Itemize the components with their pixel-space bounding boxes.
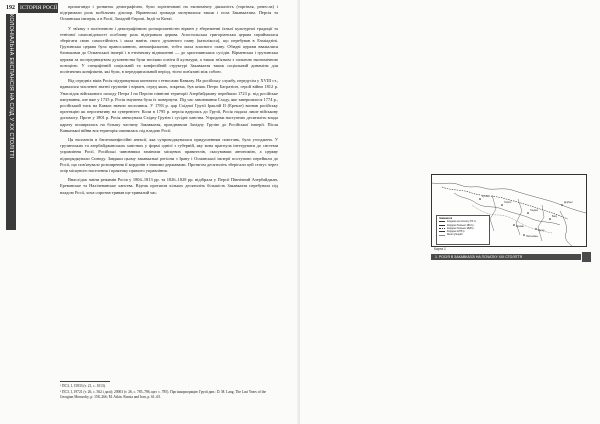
footnote: ² ПСЗ, I, 19721 (т. 26, с. 562 і далі); 20003 (т. 26, с. 785–786, цит. с. 785). Про інкорпорацію Грузії див.: D. M. Lang. The Last Years of the Georgian Monarchy, p. 158–266; M. Atkin. Russia and Iran, p. 61–65. (60, 390, 266, 399)
legend-row (439, 233, 487, 236)
legend-label: Кордони близько 1813 р. (447, 223, 475, 227)
city-dot (561, 204, 563, 206)
place-label: Гянджа (530, 210, 538, 212)
map-number-label: Карта 1 (434, 247, 446, 251)
paragraph: пропаганди і розвиток демографічно, були зорієнтовані на економічну діяльність (торгівля, ремесла) і підтримали роль мобільних діаспор. Вірменські громади заснувалися також і поза Закавказзям. Персія та Османська імперія, а в Росії, Західній Європі, Індії та Китаї. (60, 4, 278, 22)
chapter-side-strip (6, 14, 16, 230)
paragraph: Ця експансія в багатоконфесійні анексії, яка супроводжувалася придушенням повстань, була узгоджена. У грузинських та азербайджанських ханствах у формі однієї з губерній, яку вона прагнула інтегрувати до системи управління Росії. Російські чиновники замінили місцевих правителів, скасувавши автономію, а церкву підпорядкували Синоду. Завдяки цьому закавказькі регіони з Ірану і Османської імперії поступово перейшли до Росії, що пов'язувало розширення її кордонів з іншими державами. Протягом десятиліть зберігали цей статус через опір місцевого населення і практику прямого управління. (60, 137, 278, 174)
legend-swatch (439, 231, 445, 232)
legend-swatch (439, 225, 445, 226)
chapter-side-title: КОЛОНІАЛЬНА ЕКСПАНСІЯ НА СХІД У ХХ СТОЛІТТІ (8, 14, 14, 159)
city-dot (501, 204, 503, 206)
city-dot (527, 212, 529, 214)
border-line (490, 195, 496, 231)
place-label: Тифліс (504, 202, 512, 204)
coastline-north (432, 183, 586, 213)
paragraph: У зв'язку з політичною і демографічною розпорошеністю вірмен у збереженні їхньої культурної традиції та етнічної самосвідомості особливу роль відігравала церква. Апостольська григоріанська церква сприймалася зберігати свою самостійність і мала навіть свого духовного главу (католікоса), що перебував в Ечміадзіні. Грузинська церква була православною, автокефальною, тобто мала власного главу. Обидві церкви вважалися близькими до Османської імперії і в етнічному відношенні — до християнських сусідів. Вірменська і грузинська церкви за посередництвом духовенства були носіями освіти й культури, а також зв'язком з сильною економічною позицією. У специфічній соціальній та конфесійній структурі Закавказзя також соціальний динамізм для політичних конфліктів, які були, в передщипальний період, тісно пов'язані між собою. (60, 25, 278, 75)
footnote: ¹ ПСЗ, I, 15833 (т. 21, с. 1013). (60, 384, 106, 388)
running-head: ІСТОРІЯ РОСІЇ (20, 5, 58, 11)
legend-label: Межі губерній (447, 233, 463, 237)
chapter-tab (582, 252, 591, 262)
place-label: Ереван (516, 226, 524, 228)
legend-swatch (439, 221, 445, 222)
paragraph: Від середніх віків Росія підтримувала контакти з етносами Кавказу. На російську службу, передусім у XVIII ст., вдавалися численні знатні грузинів і вірмен, серед яких, зокрема, був князь Петро Багратіон, герой війни 1812 р. Унаслідок військового походу Петра I на Персію північні території Азербайджану перейшли 1723 р. під російське панування, але вже у 1735 р. Росія змушена була їх повернути. Під час завоювання Сходу, яке завершилося 1774 р., російський тиск на Кавказ значно посилився. У 1783 р. цар Східної Грузії Іраклій II (Ерекле) визнав російську протекцію як перспективу на суверенітет. Коли в 1795 р. персія вдерлась до Грузії, Росія надала лише військову допомогу. Проте у 1801 р. Росія анексувала Східну Грузію і сусідні ханства. Упродовж наступних десятиліть влада царату поширилась на більшу частину Закавказзя, приєднавши Західну Грузію до Російської імперії. Після Кавказької війни вся територія опинилась під владою Росії. (60, 78, 278, 133)
legend-title: Закавказзя (439, 217, 453, 220)
legend-swatch (439, 228, 445, 229)
place-label: Нахічевань (526, 236, 539, 238)
body-text (60, 4, 278, 196)
city-dot (549, 218, 551, 220)
map-caption: 1. РОСІЯ В ЗАКАВКАЗЗІ НА ПОЧАТКУ ХІХ СТОЛІТТЯ (431, 254, 581, 260)
paragraph: Внаслідок зміни режимів Росія у 1804–1813 рр. та 1826–1828 рр. відібрала у Персії Північний Азербайджан, Ереванське та Нахічеванське ханства. Відтак протягом кількох десятиліть більшість Закавказзя перебувала під владою Росії, хоча спротив тривав ще тривалий час. (60, 177, 278, 195)
border-line (538, 205, 544, 241)
map-figure (431, 174, 587, 247)
city-dot (523, 234, 525, 236)
legend-label: Кордони 1878 р. (447, 230, 466, 234)
legend-swatch (439, 235, 445, 236)
place-label: Дербент (564, 202, 573, 204)
city-dot (479, 198, 481, 200)
footnote-rule (60, 381, 110, 382)
city-dot (535, 228, 537, 230)
place-label: Баку (552, 216, 557, 218)
page-number: 192 (6, 5, 15, 11)
legend-label: Кордони близько 1828 р. (447, 226, 475, 230)
city-dot (513, 224, 515, 226)
place-label: Кутаїсі (482, 196, 490, 198)
legend-label: Кордони на початку XIX ст. (447, 220, 477, 224)
map-legend (436, 215, 490, 245)
place-label: Шуша (538, 230, 545, 232)
footnotes (60, 384, 278, 401)
border-line (516, 199, 522, 235)
